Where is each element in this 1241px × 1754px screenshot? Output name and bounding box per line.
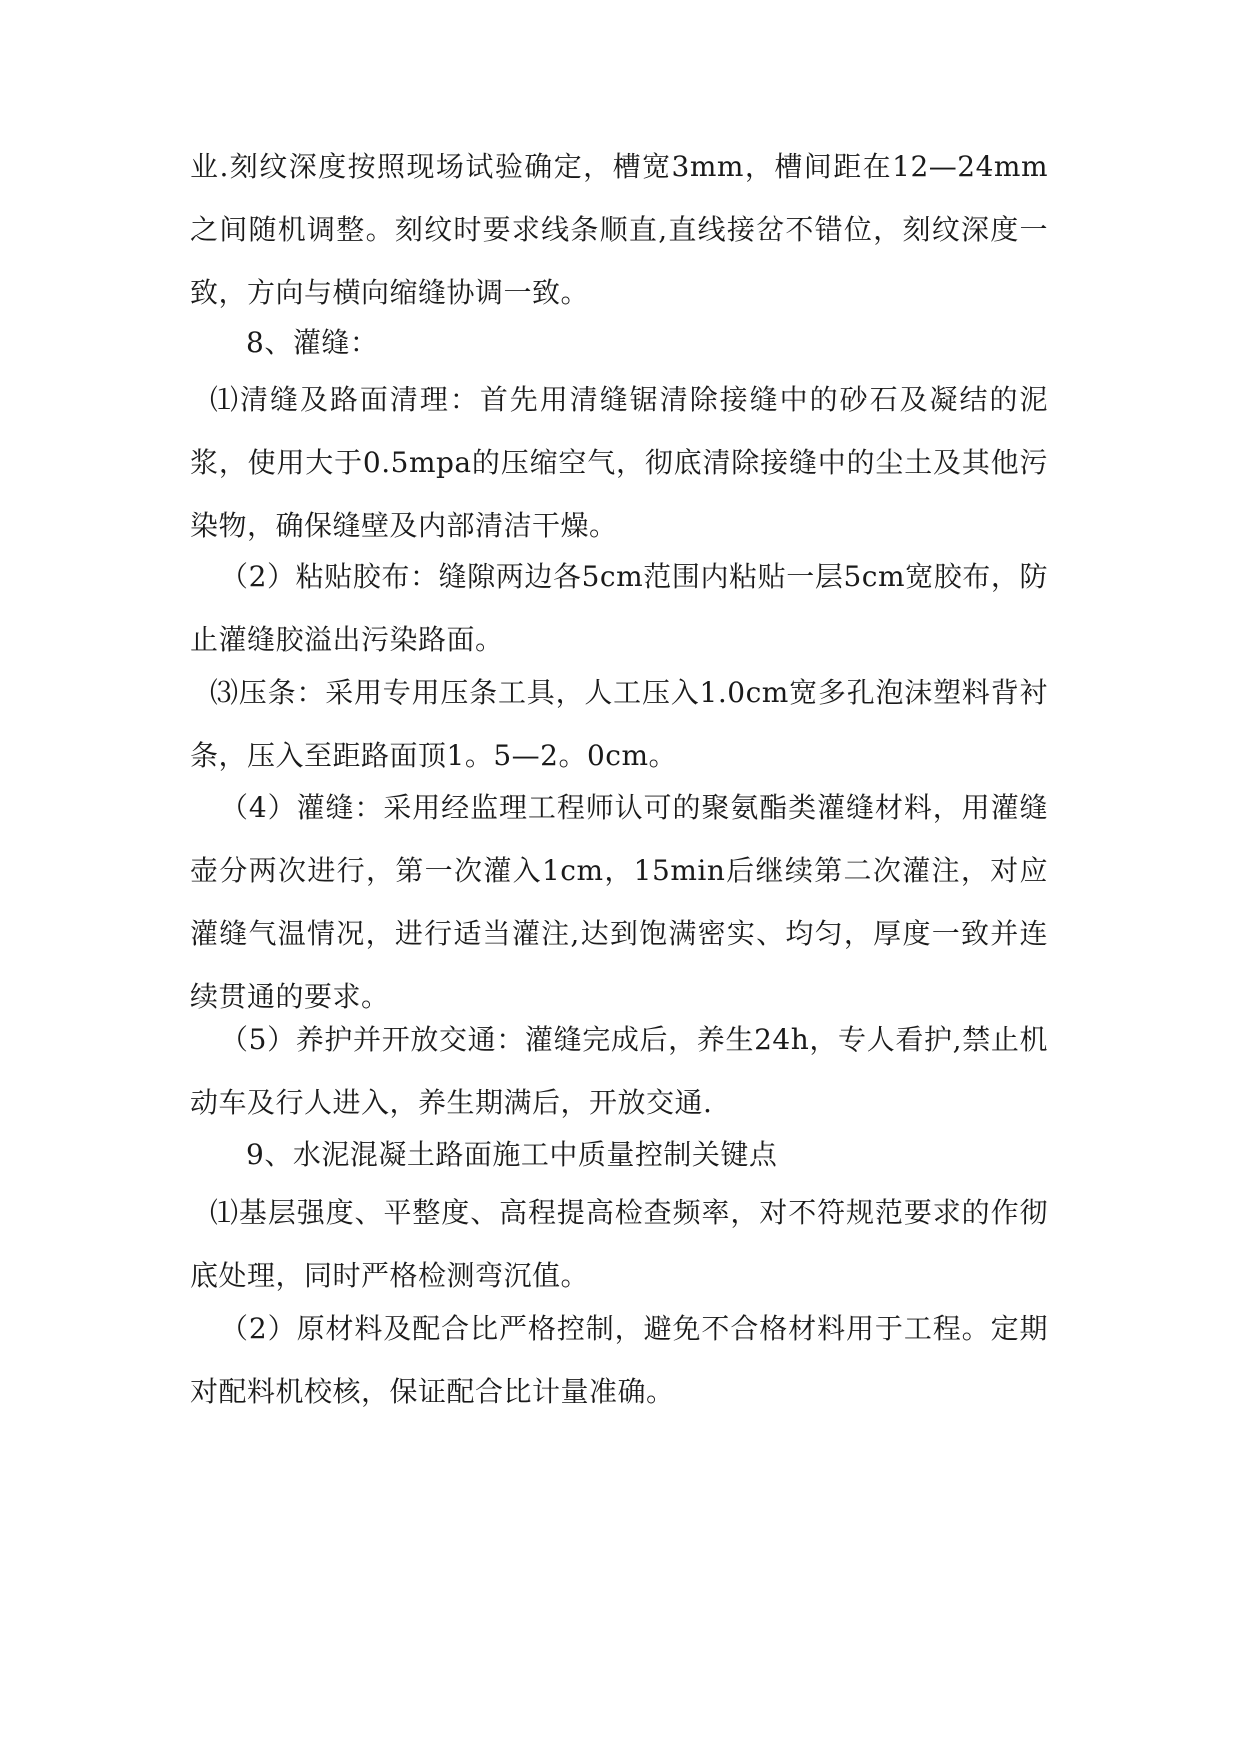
paragraph-grooving-continued: 业.刻纹深度按照现场试验确定，槽宽3mm，槽间距在12—24mm之间随机调整。刻纹时要求线条顺直,直线接岔不错位，刻纹深度一致，方向与横向缩缝协调一致。 — [190, 150, 1048, 309]
paragraph-sealant-pouring: （4）灌缝：采用经监理工程师认可的聚氨酯类灌缝材料，用灌缝壶分两次进行，第一次灌入1cm，15min后继续第二次灌注，对应灌缝气温情况，进行适当灌注,达到饱满密实、均匀，厚度一致并连续贯通的要求。 — [190, 791, 1048, 1013]
heading-joint-filling: 8、灌缝： — [246, 326, 379, 359]
paragraph-backer-rod: ⑶压条：采用专用压条工具，人工压入1.0cm宽多孔泡沫塑料背衬条，压入至距路面顶1。5—2。0cm。 — [190, 676, 1048, 772]
paragraph-joint-cleaning: ⑴清缝及路面清理：首先用清缝锯清除接缝中的砂石及凝结的泥浆，使用大于0.5mpa的压缩空气，彻底清除接缝中的尘土及其他污染物，确保缝壁及内部清洁干燥。 — [190, 383, 1048, 542]
paragraph-tape-application: （2）粘贴胶布：缝隙两边各5cm范围内粘贴一层5cm宽胶布，防止灌缝胶溢出污染路面。 — [190, 560, 1048, 656]
paragraph-materials-mix: （2）原材料及配合比严格控制，避免不合格材料用于工程。定期对配料机校核，保证配合比计量准确。 — [190, 1312, 1048, 1408]
paragraph-base-layer: ⑴基层强度、平整度、高程提高检查频率，对不符规范要求的作彻底处理，同时严格检测弯沉值。 — [190, 1196, 1048, 1292]
paragraph-curing-traffic: （5）养护并开放交通：灌缝完成后，养生24h，专人看护,禁止机动车及行人进入，养生期满后，开放交通. — [190, 1023, 1048, 1119]
heading-quality-control: 9、水泥混凝土路面施工中质量控制关键点 — [246, 1138, 778, 1171]
